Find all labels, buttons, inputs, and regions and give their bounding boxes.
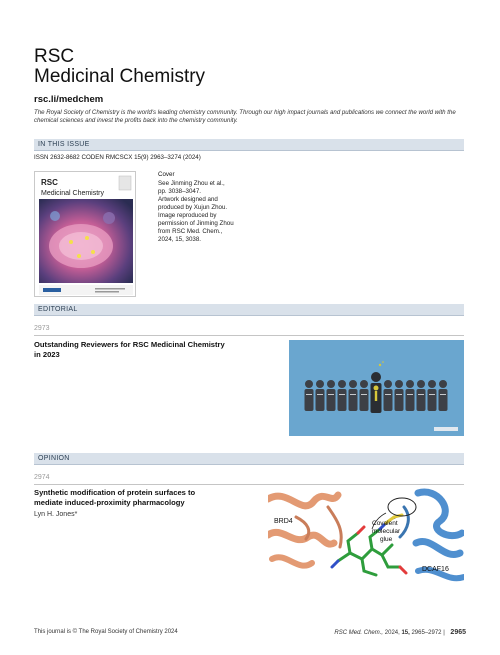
cover-thumbnail[interactable] [34, 171, 136, 297]
footer-pages: 2965–2972 [411, 630, 442, 636]
cover-caption-line: Artwork designed and [158, 196, 218, 203]
opinion-page-number: 2974 [34, 474, 50, 481]
glue-label-line1: Covalent [372, 520, 398, 527]
footer-citation [334, 629, 466, 636]
cover-caption-line: permission of Jinming Zhou [158, 220, 234, 227]
journal-intro-text: The Royal Society of Chemistry is the world's leading chemistry community. Through our high impact journals and publications we connect the world with the chemical sciences and invest the profits back into the chemistry community. [34, 109, 456, 124]
footer-page-number: 2965 [450, 629, 466, 636]
cover-caption-line: Image reproduced by [158, 212, 217, 219]
editorial-graphic [289, 340, 464, 436]
opinion-divider [34, 484, 464, 485]
dcaf16-label: DCAF16 [422, 566, 449, 573]
brd4-label: BRD4 [274, 518, 293, 525]
editorial-page-number: 2973 [34, 325, 50, 332]
section-label: OPINION [38, 455, 70, 462]
opinion-article-title[interactable] [34, 488, 195, 508]
cover-caption-line: See Jinming Zhou et al., [158, 180, 225, 187]
cover-caption [158, 171, 258, 244]
issn-line: ISSN 2632-8682 CODEN RMCSCX 15(9) 2963–3274 (2024) [34, 154, 201, 161]
journal-url-link[interactable]: rsc.li/medchem [34, 94, 104, 105]
cover-journal-line2: Medicinal Chemistry [41, 190, 105, 197]
cover-caption-line: 2024, 15, 3038. [158, 236, 202, 243]
editorial-article-title[interactable] [34, 340, 225, 360]
glue-label-line2: molecular [372, 528, 401, 535]
footer-copyright: This journal is © The Royal Society of Chemistry 2024 [34, 629, 178, 635]
opinion-title-line2: mediate induced-proximity pharmacology [34, 498, 185, 507]
molecular-glue-illustration [268, 487, 464, 585]
footer-separator: | [443, 630, 445, 636]
cover-caption-heading: Cover [158, 171, 175, 178]
opinion-graphic [268, 487, 464, 585]
section-label: IN THIS ISSUE [38, 141, 90, 148]
editorial-title-line1: Outstanding Reviewers for RSC Medicinal Chemistry [34, 340, 225, 349]
cover-caption-line: from RSC Med. Chem., [158, 228, 223, 235]
cover-journal-line1: RSC [41, 178, 58, 187]
journal-title-line2: Medicinal Chemistry [34, 66, 206, 87]
footer-year: 2024, [384, 630, 400, 636]
cover-artwork [35, 172, 136, 297]
journal-title [34, 47, 205, 87]
footer-journal: RSC Med. Chem., [334, 630, 384, 636]
cover-caption-line: produced by Xujun Zhou. [158, 204, 228, 211]
section-bar-editorial [34, 304, 464, 316]
section-bar-opinion [34, 453, 464, 465]
cover-caption-line: pp. 3038–3047. [158, 188, 202, 195]
section-bar-in-this-issue [34, 139, 464, 151]
glue-label-line3: glue [380, 536, 393, 543]
footer-volume: 15, [401, 630, 410, 636]
section-label: EDITORIAL [38, 306, 78, 313]
reviewers-illustration [289, 340, 464, 436]
journal-title-line1: RSC [34, 46, 75, 67]
editorial-title-line2: in 2023 [34, 350, 60, 359]
opinion-title-line1: Synthetic modification of protein surfaces to [34, 488, 196, 497]
editorial-divider [34, 335, 464, 336]
opinion-author: Lyn H. Jones* [34, 511, 78, 518]
